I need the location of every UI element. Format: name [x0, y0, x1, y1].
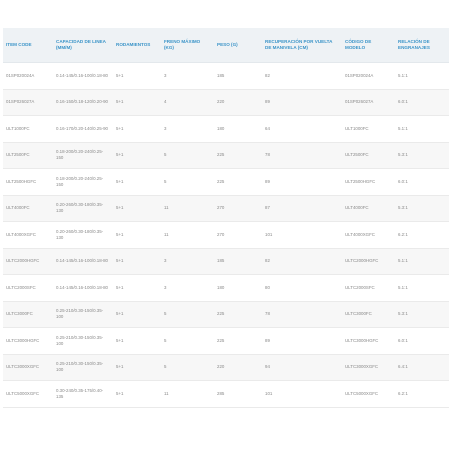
cell-weight: 225: [214, 328, 262, 355]
cell-line-capacity: 0.14-145/0.16-100/0.18-80: [53, 248, 113, 275]
cell-retrieve-per-turn: 89: [262, 169, 342, 196]
table-row: [3, 89, 449, 116]
specs-table: [3, 28, 449, 408]
cell-bearings: 5+1: [113, 116, 161, 143]
cell-model-code: ULT2500HGFC: [342, 169, 395, 196]
cell-max-drag: 4: [161, 89, 214, 116]
cell-bearings: 5+1: [113, 301, 161, 328]
cell-model-code: ULT1000FC: [342, 116, 395, 143]
cell-model-code: ULTC3000HGFC: [342, 328, 395, 355]
cell-line-capacity: 0.16-170/0.20-140/0.25-90: [53, 116, 113, 143]
cell-gear-ratio: 6.0:1: [395, 169, 449, 196]
cell-weight: 285: [214, 381, 262, 408]
table-row: [3, 63, 449, 90]
cell-item-code: ULT1000FC: [3, 116, 53, 143]
cell-weight: 220: [214, 354, 262, 381]
cell-item-code: ULTC3000XGFC: [3, 354, 53, 381]
cell-bearings: 5+1: [113, 328, 161, 355]
cell-retrieve-per-turn: 82: [262, 248, 342, 275]
cell-retrieve-per-turn: 89: [262, 89, 342, 116]
cell-weight: 225: [214, 142, 262, 169]
cell-item-code: 01SP026027A: [3, 89, 53, 116]
cell-max-drag: 5: [161, 169, 214, 196]
cell-max-drag: 5: [161, 354, 214, 381]
column-header-bearings: RODAMIENTOS: [113, 28, 161, 63]
cell-retrieve-per-turn: 101: [262, 222, 342, 249]
cell-item-code: ULT4000XGFC: [3, 222, 53, 249]
table-row: [3, 248, 449, 275]
cell-item-code: ULT2500HGFC: [3, 169, 53, 196]
header-row: [3, 28, 449, 63]
cell-model-code: 01SP020024A: [342, 63, 395, 90]
cell-bearings: 5+1: [113, 354, 161, 381]
cell-model-code: ULTC3000FC: [342, 301, 395, 328]
cell-max-drag: 5: [161, 328, 214, 355]
cell-line-capacity: 0.20-260/0.30-180/0.35-130: [53, 195, 113, 222]
cell-weight: 180: [214, 116, 262, 143]
table-row: [3, 116, 449, 143]
cell-max-drag: 11: [161, 381, 214, 408]
cell-item-code: ULTC2000HGFC: [3, 248, 53, 275]
cell-bearings: 5+1: [113, 195, 161, 222]
column-header-retrieve-per-turn: RECUPERACIÓN POR VUELTA DE MANIVELA (CM): [262, 28, 342, 63]
cell-model-code: ULTC5000XGFC: [342, 381, 395, 408]
cell-model-code: ULT4000FC: [342, 195, 395, 222]
cell-weight: 225: [214, 301, 262, 328]
cell-bearings: 5+1: [113, 381, 161, 408]
cell-gear-ratio: 6.0:1: [395, 89, 449, 116]
table-row: [3, 275, 449, 302]
column-header-model-code: CÓDIGO DE MODELO: [342, 28, 395, 63]
cell-gear-ratio: 5.1:1: [395, 116, 449, 143]
cell-line-capacity: 0.25-210/0.30-150/0.35-100: [53, 301, 113, 328]
cell-item-code: 01SP020024A: [3, 63, 53, 90]
cell-line-capacity: 0.14-145/0.16-100/0.18-80: [53, 63, 113, 90]
cell-weight: 270: [214, 195, 262, 222]
cell-model-code: ULT4000XGFC: [342, 222, 395, 249]
cell-model-code: ULTC3000XGFC: [342, 354, 395, 381]
cell-model-code: ULTC2000HGFC: [342, 248, 395, 275]
table-row: [3, 328, 449, 355]
cell-retrieve-per-turn: 94: [262, 354, 342, 381]
cell-line-capacity: 0.18-200/0.20-240/0.25-150: [53, 142, 113, 169]
cell-model-code: ULTC2000SFC: [342, 275, 395, 302]
column-header-weight: PESO (G): [214, 28, 262, 63]
cell-gear-ratio: 6.2:1: [395, 222, 449, 249]
cell-gear-ratio: 5.1:1: [395, 63, 449, 90]
cell-model-code: ULT2500FC: [342, 142, 395, 169]
cell-max-drag: 5: [161, 142, 214, 169]
cell-bearings: 5+1: [113, 142, 161, 169]
cell-model-code: 01SP026027A: [342, 89, 395, 116]
cell-line-capacity: 0.16-150/0.18-120/0.20-90: [53, 89, 113, 116]
cell-gear-ratio: 5.1:1: [395, 248, 449, 275]
cell-weight: 180: [214, 275, 262, 302]
cell-retrieve-per-turn: 64: [262, 116, 342, 143]
cell-line-capacity: 0.25-210/0.30-150/0.35-100: [53, 328, 113, 355]
cell-retrieve-per-turn: 78: [262, 142, 342, 169]
cell-max-drag: 11: [161, 222, 214, 249]
table-body: [3, 63, 449, 408]
cell-line-capacity: 0.30-240/0.35-175/0.40-135: [53, 381, 113, 408]
cell-max-drag: 5: [161, 301, 214, 328]
cell-max-drag: 3: [161, 116, 214, 143]
table-row: [3, 195, 449, 222]
table-row: [3, 381, 449, 408]
cell-retrieve-per-turn: 89: [262, 328, 342, 355]
cell-max-drag: 3: [161, 275, 214, 302]
cell-item-code: ULT4000FC: [3, 195, 53, 222]
cell-line-capacity: 0.20-260/0.30-180/0.35-130: [53, 222, 113, 249]
cell-item-code: ULTC2000SFC: [3, 275, 53, 302]
cell-gear-ratio: 5.3:1: [395, 301, 449, 328]
cell-item-code: ULTC5000XGFC: [3, 381, 53, 408]
cell-gear-ratio: 5.3:1: [395, 195, 449, 222]
cell-max-drag: 11: [161, 195, 214, 222]
cell-item-code: ULTC3000HGFC: [3, 328, 53, 355]
table-row: [3, 169, 449, 196]
cell-weight: 185: [214, 248, 262, 275]
cell-gear-ratio: 6.2:1: [395, 381, 449, 408]
specs-table-container: [3, 28, 449, 408]
cell-item-code: ULT2500FC: [3, 142, 53, 169]
column-header-item-code: ITEM CODE: [3, 28, 53, 63]
cell-line-capacity: 0.25-210/0.30-150/0.35-100: [53, 354, 113, 381]
cell-gear-ratio: 6.4:1: [395, 354, 449, 381]
cell-item-code: ULTC3000FC: [3, 301, 53, 328]
cell-gear-ratio: 5.3:1: [395, 142, 449, 169]
cell-line-capacity: 0.18-200/0.20-240/0.25-150: [53, 169, 113, 196]
cell-retrieve-per-turn: 78: [262, 301, 342, 328]
cell-weight: 270: [214, 222, 262, 249]
table-row: [3, 142, 449, 169]
cell-gear-ratio: 5.1:1: [395, 275, 449, 302]
cell-retrieve-per-turn: 101: [262, 381, 342, 408]
column-header-line-capacity: CAPACIDAD DE LINEA (MM/M): [53, 28, 113, 63]
cell-bearings: 5+1: [113, 89, 161, 116]
table-header: [3, 28, 449, 63]
cell-weight: 225: [214, 169, 262, 196]
cell-gear-ratio: 6.0:1: [395, 328, 449, 355]
cell-bearings: 5+1: [113, 63, 161, 90]
table-row: [3, 222, 449, 249]
column-header-gear-ratio: RELACIÓN DE ENGRANAJES: [395, 28, 449, 63]
cell-retrieve-per-turn: 80: [262, 275, 342, 302]
cell-weight: 185: [214, 63, 262, 90]
cell-line-capacity: 0.14-145/0.16-100/0.18-80: [53, 275, 113, 302]
cell-bearings: 5+1: [113, 275, 161, 302]
cell-max-drag: 3: [161, 63, 214, 90]
cell-bearings: 5+1: [113, 169, 161, 196]
cell-bearings: 5+1: [113, 222, 161, 249]
cell-max-drag: 3: [161, 248, 214, 275]
table-row: [3, 301, 449, 328]
cell-weight: 220: [214, 89, 262, 116]
column-header-max-drag: FRENO MÁXIMO (KG): [161, 28, 214, 63]
cell-bearings: 5+1: [113, 248, 161, 275]
cell-retrieve-per-turn: 82: [262, 63, 342, 90]
cell-retrieve-per-turn: 87: [262, 195, 342, 222]
table-row: [3, 354, 449, 381]
